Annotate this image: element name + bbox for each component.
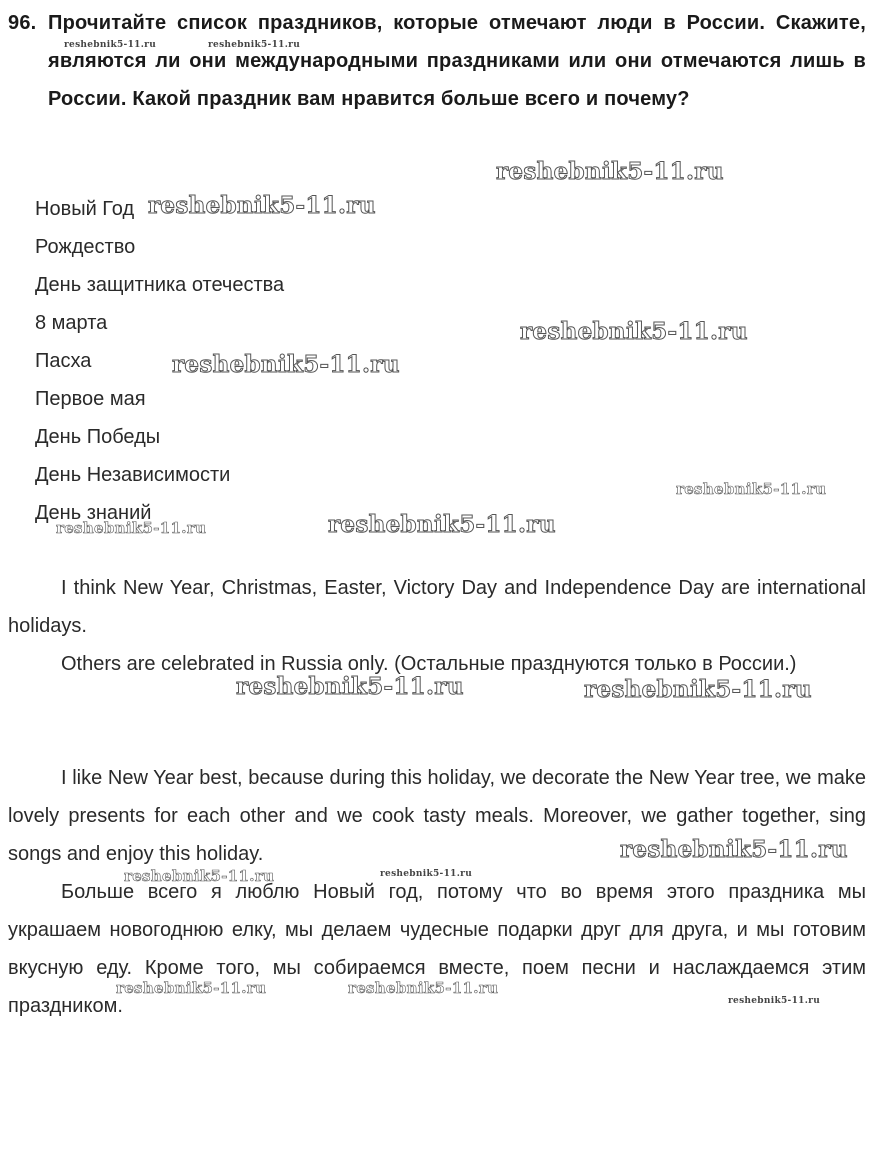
answer-paragraph-russia-only: Others are celebrated in Russia only. (Остальные празднуются только в России.) <box>61 653 797 675</box>
watermark: reshebnik5-11.ru <box>380 869 473 879</box>
watermark: reshebnik5-11.ru <box>496 158 724 185</box>
holiday-item: Новый Год <box>35 198 135 220</box>
watermark: reshebnik5-11.ru <box>348 979 499 997</box>
watermark: reshebnik5-11.ru <box>64 40 157 50</box>
watermark: reshebnik5-11.ru <box>56 519 207 537</box>
watermark: reshebnik5-11.ru <box>520 318 748 345</box>
answer-paragraph-international: I think New Year, Christmas, Easter, Victory Day and Independence Day are international holidays. <box>8 577 866 637</box>
watermark: reshebnik5-11.ru <box>676 480 827 498</box>
watermark: reshebnik5-11.ru <box>124 867 275 885</box>
watermark: reshebnik5-11.ru <box>584 676 812 703</box>
holiday-item: Рождество <box>35 236 136 258</box>
watermark: reshebnik5-11.ru <box>148 192 376 219</box>
answer-paragraph-favorite-ru: Больше всего я люблю Новый год, потому что во время этого праздника мы украшаем новогоднюю елку, мы делаем чудесные подарки друг для друга, и мы готовим вкусную еду. Кроме того, мы собираемся вместе, поем песни и наслаждаемся этим праздником. <box>8 881 866 1017</box>
holiday-item: 8 марта <box>35 312 108 334</box>
holiday-item: Пасха <box>35 350 92 372</box>
answer-paragraph-favorite-en: I like New Year best, because during this holiday, we decorate the New Year tree, we make lovely presents for each other and we cook tasty meals. Moreover, we gather together, sing songs and enjoy this holiday. <box>8 767 866 865</box>
holiday-item: День Победы <box>35 426 161 448</box>
holiday-item: День Независимости <box>35 464 231 486</box>
watermark: reshebnik5-11.ru <box>208 40 301 50</box>
holiday-item: День защитника отечества <box>35 274 285 296</box>
holiday-item: День знаний <box>35 502 152 524</box>
watermark: reshebnik5-11.ru <box>116 979 267 997</box>
watermark: reshebnik5-11.ru <box>236 673 464 700</box>
watermark: reshebnik5-11.ru <box>328 511 556 538</box>
holiday-item: Первое мая <box>35 388 146 410</box>
task-number: 96. <box>8 12 37 34</box>
task-block <box>8 4 866 118</box>
task-instruction: Прочитайте список праздников, которые отмечают люди в России. Скажите, являются ли они международными праздниками или они отмечаются лишь в России. Какой праздник вам нравится больше всего и почему? <box>48 12 866 110</box>
watermark: reshebnik5-11.ru <box>728 996 821 1006</box>
watermark: reshebnik5-11.ru <box>172 351 400 378</box>
watermark: reshebnik5-11.ru <box>620 836 848 863</box>
